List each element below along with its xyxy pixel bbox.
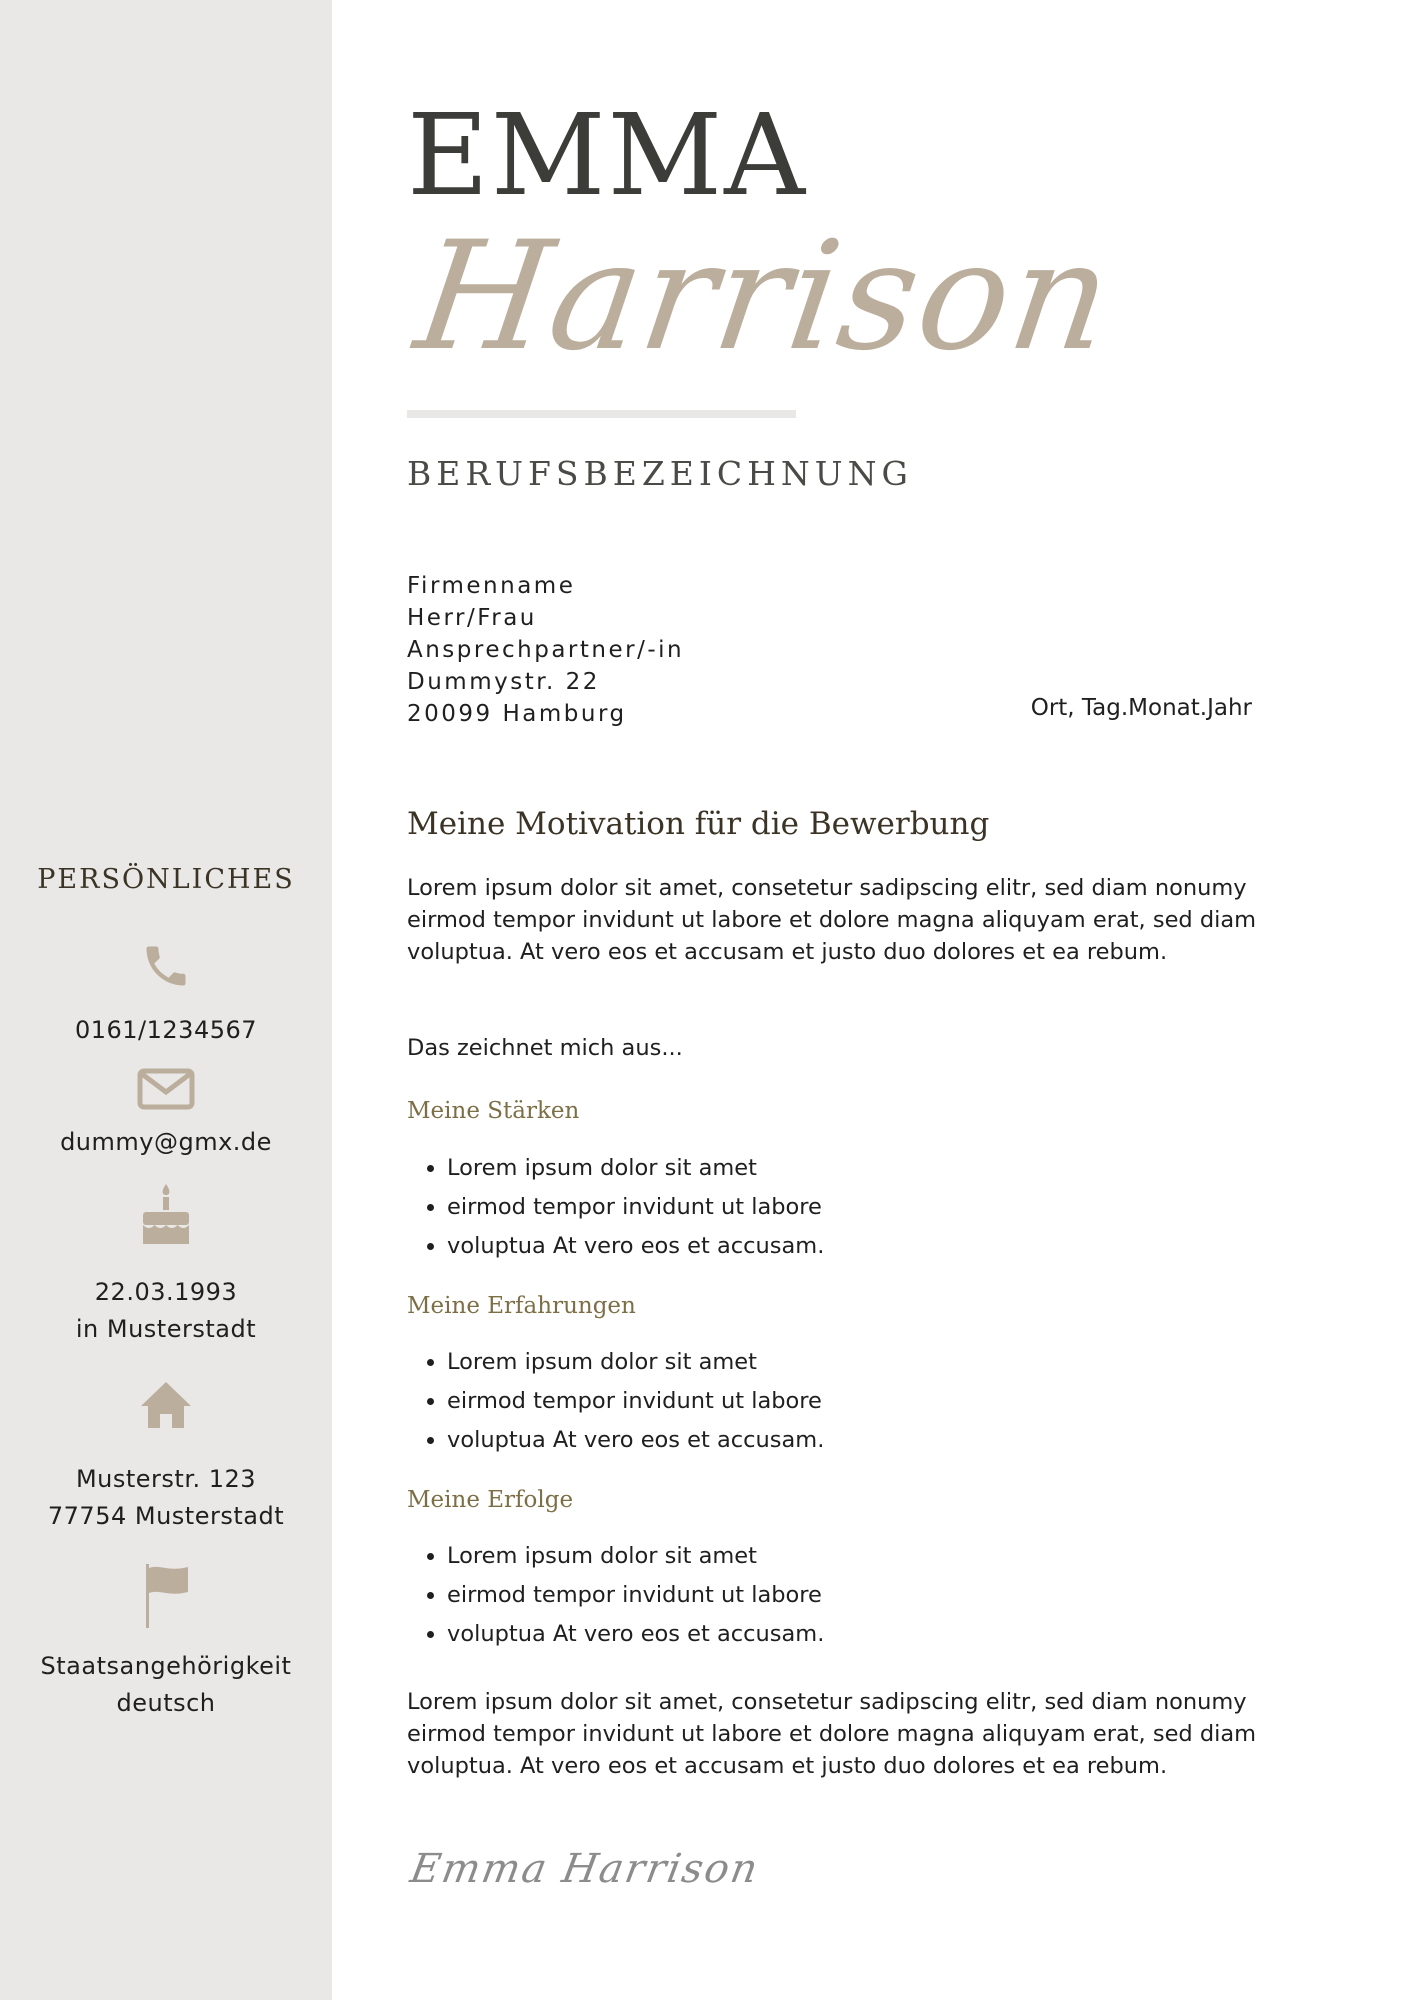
list-erfahrungen (407, 1343, 824, 1460)
recipient-address (407, 570, 684, 730)
section-heading-erfolge: Meine Erfolge (407, 1487, 574, 1513)
recipient-line: Dummystr. 22 (407, 669, 600, 695)
recipient-line: Ansprechpartner/-in (407, 637, 685, 663)
list-erfolge (407, 1537, 824, 1654)
list-item: • eirmod tempor invidunt ut labore (447, 1576, 824, 1615)
list-item: • voluptua At vero eos et accusam. (447, 1227, 824, 1266)
job-title: BERUFSBEZEICHNUNG (407, 454, 913, 493)
closing-paragraph: Lorem ipsum dolor sit amet, consetetur sadipscing elitr, sed diam nonumy eirmod tempor invidunt ut labore et dolore magna aliquyam erat, sed diam voluptua. At vero eos et accusam et justo duo dolores et ea rebum. (407, 1689, 1257, 1779)
street-address: Musterstr. 123 (75, 1465, 257, 1493)
flag-icon (0, 1562, 332, 1630)
lead-in-text: Das zeichnet mich aus... (407, 1035, 683, 1061)
list-item: • Lorem ipsum dolor sit amet (447, 1343, 824, 1382)
phone-number: 0161/1234567 (74, 1016, 258, 1044)
sidebar (0, 0, 332, 2000)
email-address: dummy@gmx.de (60, 1128, 272, 1156)
section-heading-erfahrungen: Meine Erfahrungen (407, 1293, 636, 1319)
personal-heading: PERSÖNLICHES (37, 864, 295, 895)
recipient-line: 20099 Hamburg (407, 701, 627, 727)
list-item: • Lorem ipsum dolor sit amet (447, 1149, 824, 1188)
cake-icon (0, 1182, 332, 1246)
list-item: • eirmod tempor invidunt ut labore (447, 1188, 824, 1227)
nationality-value: deutsch (116, 1689, 216, 1717)
birth-date: 22.03.1993 (94, 1278, 238, 1306)
nationality-label: Staatsangehörigkeit (40, 1652, 292, 1680)
list-item: • voluptua At vero eos et accusam. (447, 1421, 824, 1460)
phone-icon (0, 940, 332, 992)
city-address: 77754 Musterstadt (47, 1502, 285, 1530)
birth-place: in Musterstadt (75, 1315, 257, 1343)
date-place: Ort, Tag.Monat.Jahr (1030, 695, 1252, 721)
section-heading-staerken: Meine Stärken (407, 1098, 580, 1124)
list-item: • voluptua At vero eos et accusam. (447, 1615, 824, 1654)
mail-icon (0, 1068, 332, 1110)
last-name: Harrison (406, 210, 1123, 384)
recipient-line: Firmenname (407, 573, 576, 599)
signature: Emma Harrison (407, 1846, 763, 1892)
recipient-line: Herr/Frau (407, 605, 537, 631)
list-item: • Lorem ipsum dolor sit amet (447, 1537, 824, 1576)
first-name: EMMA (407, 91, 807, 221)
list-staerken (407, 1149, 824, 1266)
letter-heading: Meine Motivation für die Bewerbung (407, 806, 990, 842)
name-underline (407, 410, 796, 418)
intro-paragraph: Lorem ipsum dolor sit amet, consetetur sadipscing elitr, sed diam nonumy eirmod tempor invidunt ut labore et dolore magna aliquyam erat, sed diam voluptua. At vero eos et accusam et justo duo dolores et ea rebum. (407, 875, 1257, 965)
list-item: • eirmod tempor invidunt ut labore (447, 1382, 824, 1421)
house-icon (0, 1380, 332, 1430)
